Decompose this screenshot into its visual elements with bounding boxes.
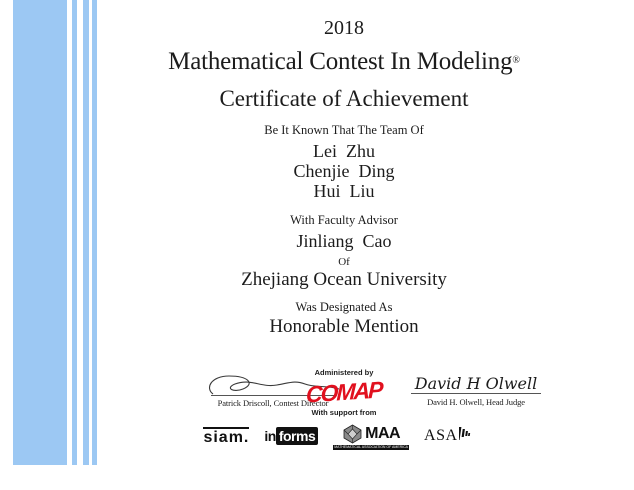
signature-line (411, 393, 541, 394)
maa-caption-text: MATHEMATICAL ASSOCIATION OF AMERICA (334, 445, 409, 449)
contest-title-text: Mathematical Contest In Modeling (168, 48, 513, 75)
asa-logo-text: ASA (424, 427, 458, 444)
head-judge-signature-script: David H Olwell (414, 374, 538, 393)
sponsor-logo-row (57, 424, 617, 450)
advisor-name: Jinliang Cao (296, 231, 392, 251)
informs-logo-prefix: in (264, 428, 276, 444)
contest-title (57, 46, 631, 77)
team-member-name: Chenjie Ding (293, 161, 395, 181)
certificate-body (57, 0, 631, 338)
team-member-name: Hui Liu (313, 181, 375, 201)
maa-logo-top (342, 424, 400, 444)
advisor-intro-text: With Faculty Advisor (290, 213, 398, 227)
head-judge-signature-block (391, 374, 561, 407)
designation-intro-text: Was Designated As (295, 300, 393, 314)
asa-logo (424, 427, 471, 445)
of-label: Of (338, 256, 350, 268)
designation-award: Honorable Mention (269, 316, 419, 337)
informs-logo-boxed: forms (276, 427, 318, 445)
team-intro-text: Be It Known That The Team Of (264, 123, 424, 137)
siam-logo: siam. (203, 429, 250, 446)
maa-polyhedron-icon (342, 424, 363, 444)
team-member-name: Lei Zhu (313, 141, 375, 161)
certificate-year: 2018 (324, 17, 364, 39)
comap-logo: COMAP (305, 376, 383, 408)
administered-by-text: Administered by (314, 368, 374, 377)
comap-block (292, 368, 396, 417)
registered-trademark-mark: ® (512, 55, 520, 66)
maa-logo-text: MAA (365, 425, 401, 442)
maa-logo (333, 424, 409, 450)
informs-logo (264, 427, 318, 445)
asa-bars-icon (459, 427, 471, 443)
team-member-list (57, 141, 631, 201)
head-judge-label: David H. Olwell, Head Judge (427, 397, 525, 407)
institution-name: Zhejiang Ocean University (241, 269, 447, 290)
contest-director-label: Patrick Driscoll, Contest Director (217, 398, 329, 408)
support-from-text: With support from (311, 408, 377, 417)
certificate-subtitle: Certificate of Achievement (219, 86, 469, 111)
